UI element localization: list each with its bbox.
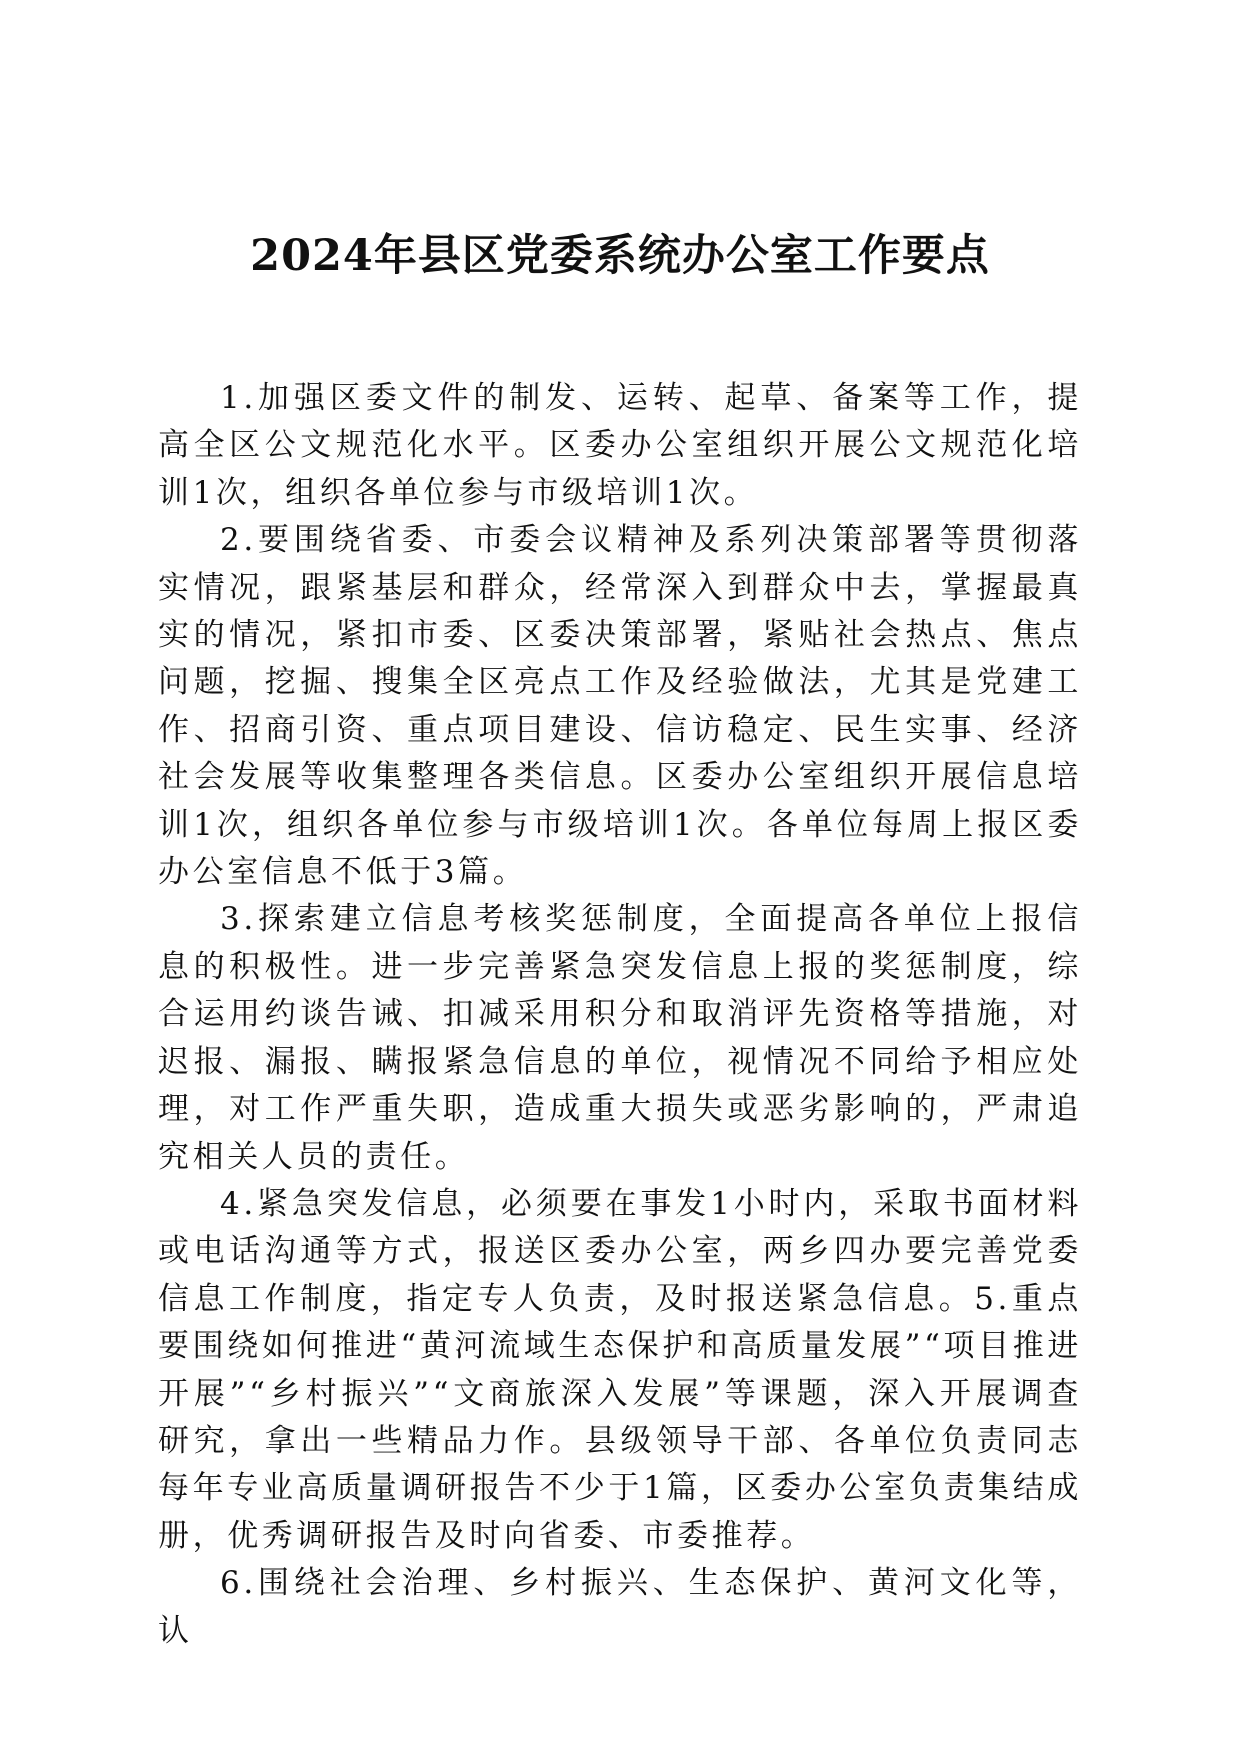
document-title: 2024年县区党委系统办公室工作要点	[250, 231, 990, 281]
paragraph-2: 2.要围绕省委、市委会议精神及系列决策部署等贯彻落实情况，跟紧基层和群众，经常深入到群众中去，掌握最真实的情况，紧扣市委、区委决策部署，紧贴社会热点、焦点问题，挖掘、搜集全区亮点工作及经验做法，尤其是党建工作、招商引资、重点项目建设、信访稳定、民生实事、经济社会发展等收集整理各类信息。区委办公室组织开展信息培训1次，组织各单位参与市级培训1次。各单位每周上报区委办公室信息不低于3篇。	[158, 522, 1082, 891]
paragraph-1: 1.加强区委文件的制发、运转、起草、备案等工作，提高全区公文规范化水平。区委办公室组织开展公文规范化培训1次，组织各单位参与市级培训1次。	[158, 380, 1082, 511]
paragraph-6: 6.围绕社会治理、乡村振兴、生态保护、黄河文化等，认	[158, 1565, 1082, 1649]
paragraph-3: 3.探索建立信息考核奖惩制度，全面提高各单位上报信息的积极性。进一步完善紧急突发信息上报的奖惩制度，综合运用约谈告诫、扣减采用积分和取消评先资格等措施，对迟报、漏报、瞒报紧急信息的单位，视情况不同给予相应处理，对工作严重失职，造成重大损失或恶劣影响的，严肃追究相关人员的责任。	[158, 901, 1082, 1175]
document-body	[158, 375, 1082, 1655]
paragraph-4: 4.紧急突发信息，必须要在事发1小时内，采取书面材料或电话沟通等方式，报送区委办公室，两乡四办要完善党委信息工作制度，指定专人负责，及时报送紧急信息。5.重点要围绕如何推进“黄河流域生态保护和高质量发展”“项目推进开展”“乡村振兴”“文商旅深入发展”等课题，深入开展调查研究，拿出一些精品力作。县级领导干部、各单位负责同志每年专业高质量调研报告不少于1篇，区委办公室负责集结成册，优秀调研报告及时向省委、市委推荐。	[158, 1185, 1082, 1554]
